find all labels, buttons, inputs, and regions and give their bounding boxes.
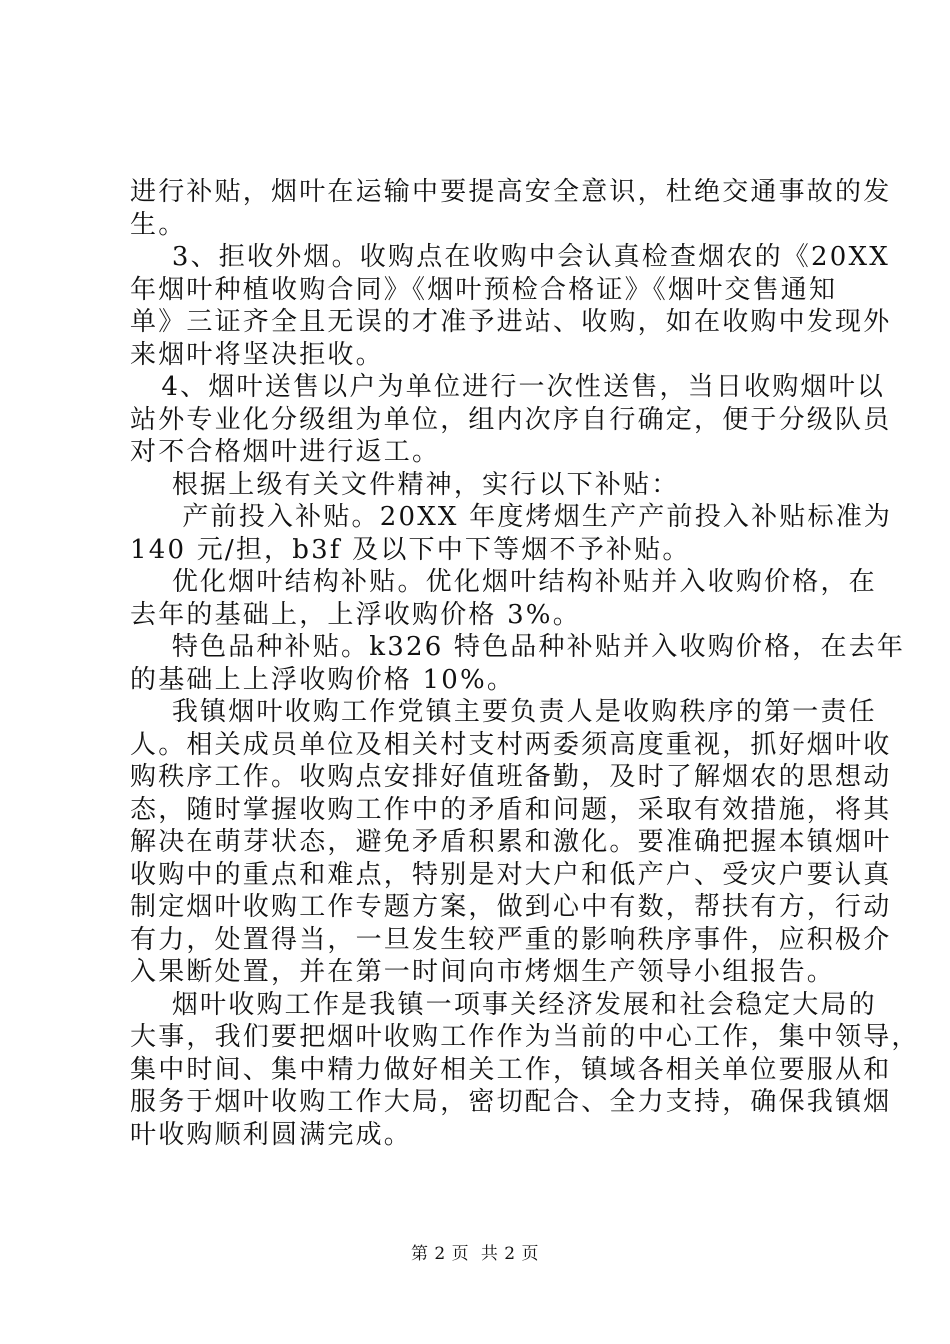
text-line: 的基础上上浮收购价格 10%。 <box>130 664 516 695</box>
text-line: 3、拒收外烟。收购点在收购中会认真检查烟农的《20XX <box>130 242 890 272</box>
text-line: 对不合格烟叶进行返工。 <box>130 437 441 467</box>
text-line: 集中时间、集中精力做好相关工作，镇域各相关单位要服从和 <box>130 1054 892 1085</box>
text-line: 服务于烟叶收购工作大局，密切配合、全力支持，确保我镇烟 <box>130 1087 892 1117</box>
text-line: 产前投入补贴。20XX 年度烤烟生产产前投入补贴标准为 <box>130 502 893 532</box>
text-line: 制定烟叶收购工作专题方案，做到心中有数，帮扶有方，行动 <box>130 892 892 922</box>
text-line: 来烟叶将坚决拒收。 <box>130 339 384 370</box>
text-line: 有力，处置得当，一旦发生较严重的影响秩序事件，应积极介 <box>130 924 892 955</box>
text-line: 特色品种补贴。k326 特色品种补贴并入收购价格，在去年 <box>130 632 906 662</box>
text-line: 叶收购顺利圆满完成。 <box>130 1119 413 1150</box>
text-line: 收购中的重点和难点，特别是对大户和低产户、受灾户要认真 <box>130 859 892 890</box>
text-line: 我镇烟叶收购工作党镇主要负责人是收购秩序的第一责任 <box>130 697 877 727</box>
text-line: 优化烟叶结构补贴。优化烟叶结构补贴并入收购价格，在 <box>130 567 877 597</box>
text-line: 4、烟叶送售以户为单位进行一次性送售，当日收购烟叶以 <box>130 372 886 402</box>
text-line: 进行补贴，烟叶在运输中要提高安全意识，杜绝交通事故的发 <box>130 177 892 207</box>
text-line: 解决在萌芽状态，避免矛盾积累和激化。要准确把握本镇烟叶 <box>130 827 892 857</box>
text-line: 入果断处置，并在第一时间向市烤烟生产领导小组报告。 <box>130 957 836 987</box>
document-body <box>130 176 920 1151</box>
text-line: 单》三证齐全且无误的才准予进站、收购，如在收购中发现外 <box>130 307 892 337</box>
text-line: 购秩序工作。收购点安排好值班备勤，及时了解烟农的思想动 <box>130 762 892 792</box>
text-line: 生。 <box>130 209 187 240</box>
text-line: 去年的基础上，上浮收购价格 3%。 <box>130 599 581 630</box>
text-line: 烟叶收购工作是我镇一项事关经济发展和社会稳定大局的 <box>130 989 877 1020</box>
text-line: 大事，我们要把烟叶收购工作作为当前的中心工作，集中领导， <box>130 1022 920 1052</box>
text-line: 年烟叶种植收购合同》《烟叶预检合格证》《烟叶交售通知 <box>130 274 838 305</box>
page-footer: 第 2 页 共 2 页 <box>410 1244 540 1264</box>
text-line: 根据上级有关文件精神，实行以下补贴： <box>130 469 680 500</box>
text-line: 站外专业化分级组为单位，组内次序自行确定，便于分级队员 <box>130 404 892 435</box>
text-line: 140 元/担，b3f 及以下中下等烟不予补贴。 <box>130 534 691 565</box>
text-line: 人。相关成员单位及相关村支村两委须高度重视，抓好烟叶收 <box>130 729 892 760</box>
text-line: 态，随时掌握收购工作中的矛盾和问题，采取有效措施，将其 <box>130 794 892 825</box>
